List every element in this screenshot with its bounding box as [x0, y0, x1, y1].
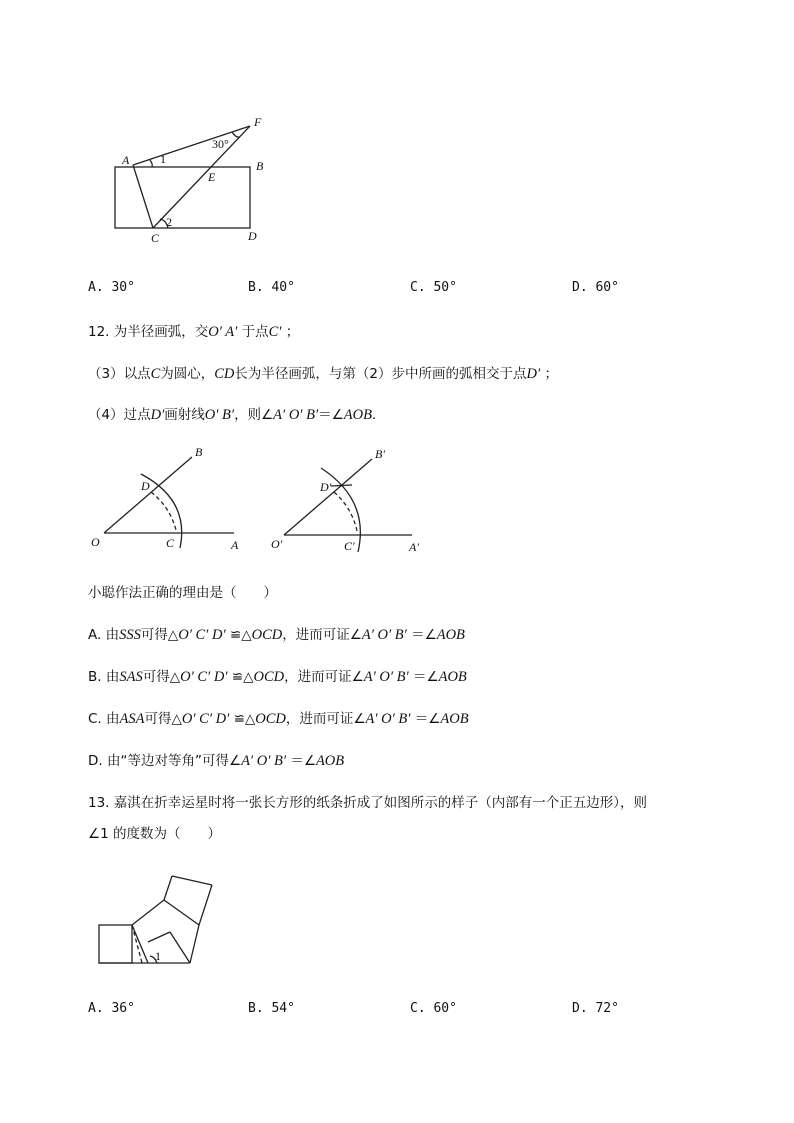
q11-option-a: A. 30°	[88, 280, 135, 295]
q13-option-d: D. 72°	[572, 1001, 619, 1016]
q12-label-C2: C′	[344, 539, 355, 553]
q11-angle-1: 1	[160, 152, 166, 166]
q12-question: 小聪作法正确的理由是（ ）	[88, 585, 277, 601]
q12-option-b: B. 由SAS可得△O′ C′ D′ ≌△OCD，进而可证∠A′ O′ B′ ＝∠AOB	[88, 669, 467, 685]
q12-label-A2: A′	[409, 540, 419, 554]
q11-label-D: D	[248, 229, 257, 243]
q12-label-D: D	[141, 479, 150, 493]
q11-angle-30: 30°	[212, 137, 229, 151]
q12-label-O2: O′	[271, 537, 283, 551]
q13-angle-1: 1	[155, 949, 161, 963]
q11-option-c: C. 50°	[410, 280, 457, 295]
q12-option-c: C. 由ASA可得△O′ C′ D′ ≌△OCD，进而可证∠A′ O′ B′ ＝∠AOB	[88, 711, 469, 727]
q11-option-b: B. 40°	[248, 280, 295, 295]
q13-option-c: C. 60°	[410, 1001, 457, 1016]
q12-label-B: B	[195, 445, 203, 459]
q12-label-B2: B′	[375, 447, 385, 461]
q11-label-F: F	[254, 115, 262, 129]
q11-label-B: B	[256, 159, 264, 173]
q12-option-a: A. 由SSS可得△O′ C′ D′ ≌△OCD，进而可证∠A′ O′ B′ ＝∠AOB	[88, 627, 465, 643]
q13-line-1: 13. 嘉淇在折幸运星时将一张长方形的纸条折成了如图所示的样子（内部有一个正五边形），则	[88, 795, 648, 811]
q11-label-E: E	[208, 170, 216, 184]
q12-label-A: A	[231, 538, 239, 552]
q13-option-a: A. 36°	[88, 1001, 135, 1016]
q12-line-1: 12. 为半径画弧，交O′ A′ 于点C′ ；	[88, 324, 300, 340]
q12-label-O: O	[91, 535, 100, 549]
q12-label-D2: D′	[320, 480, 332, 494]
q12-option-d: D. 由“等边对等角”可得∠A′ O′ B′ ＝∠AOB	[88, 753, 345, 769]
q11-option-d: D. 60°	[572, 280, 619, 295]
q11-label-A: A	[122, 153, 130, 167]
q11-label-C: C	[151, 231, 160, 245]
q12-step-4: （4）过点D′画射线O′ B′，则∠A′ O′ B′＝∠AOB.	[88, 407, 377, 423]
q11-angle-2: 2	[166, 215, 172, 229]
q12-label-C: C	[166, 536, 175, 550]
q13-line-2: ∠1 的度数为（ ）	[88, 826, 221, 842]
q13-option-b: B. 54°	[248, 1001, 295, 1016]
q12-step-3: （3）以点C为圆心，CD长为半径画弧，与第（2）步中所画的弧相交于点D′ ；	[88, 366, 558, 382]
